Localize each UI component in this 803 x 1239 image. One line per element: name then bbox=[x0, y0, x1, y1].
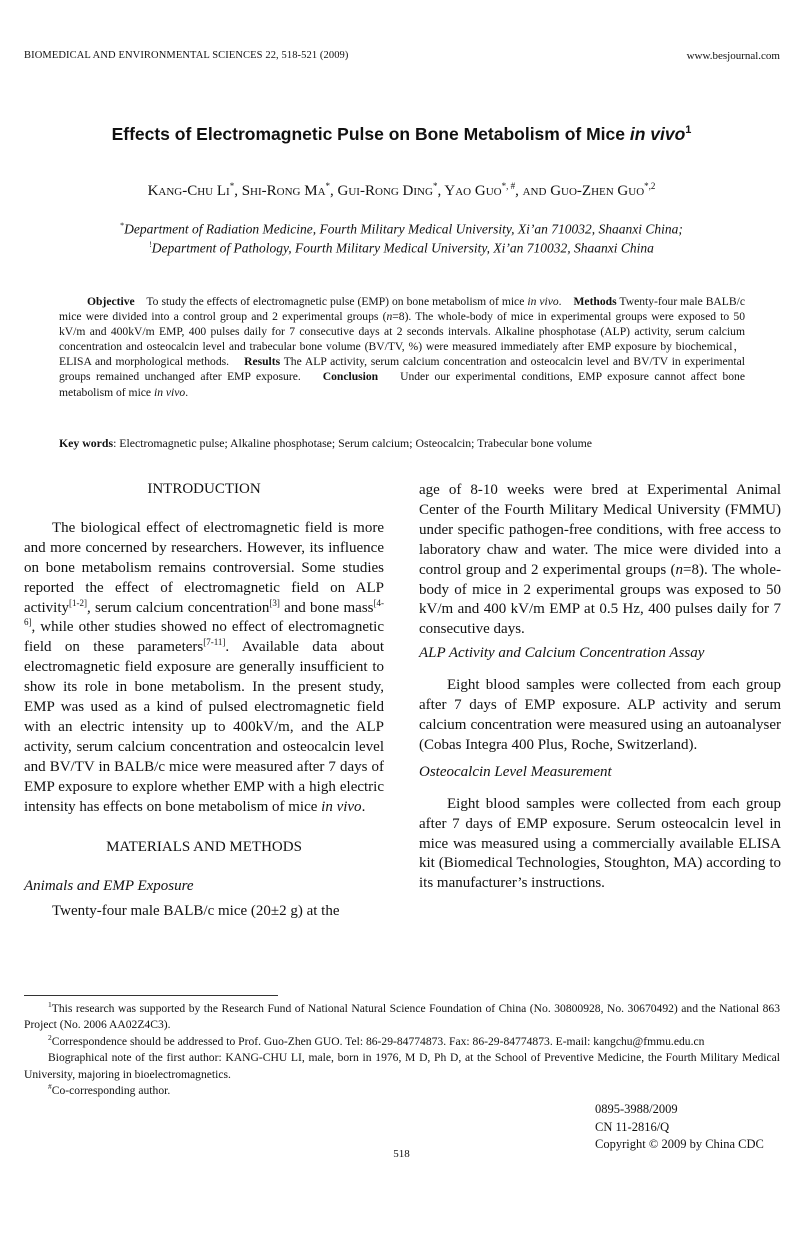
footnotes bbox=[24, 1001, 780, 1099]
intro-text-c: and bone mass bbox=[279, 599, 374, 616]
alp-subheading: ALP Activity and Calcium Concentration Assay bbox=[419, 645, 705, 662]
abstract: Objective To study the effects of electromagnetic pulse (EMP) on bone metabolism of mice in vivo. Methods Twenty-four male BALB/c mice were divided into a control group and 2 experimental groups (n=8). The whole-body of mice in experimental groups were exposed to 50 kV/m and 400kV/m EMP, 400 pulses daily for 7 consecutive days at 2 seconds intervals. Alkaline phosphotase (ALP) activity, serum calcium concentration and osteocalcin level and trabecular bone volume (BV/TV, %) were measured immediately after EMP exposure by biochemical，ELISA and morphological methods. Results The ALP activity, serum calcium concentration and osteocalcin level and BV/TV in experimental groups remained unchanged after EMP exposure. Conclusion Under our experimental conditions, EMP exposure cannot affect bone metabolism of mice in vivo. bbox=[59, 295, 745, 399]
keywords-text: : Electromagnetic pulse; Alkaline phosphotase; Serum calcium; Osteocalcin; Trabecular bone volume bbox=[113, 436, 593, 450]
author-list: Kang-Chu Li*, Shi-Rong Ma*, Gui-Rong Ding*, Yao Guo*, #, and Guo-Zhen Guo$^{*,2}$ bbox=[147, 181, 656, 199]
animals-cont-n: n bbox=[675, 561, 683, 578]
abstract-results: The ALP activity, serum calcium concentration and osteocalcin level and BV/TV in experimental groups remained unchanged after EMP exposure. bbox=[59, 355, 745, 384]
copyright: Copyright © 2009 by China CDC bbox=[595, 1137, 764, 1151]
keywords-label: Key words bbox=[59, 436, 114, 450]
abstract-conclusion-label: Conclusion bbox=[322, 370, 379, 384]
author-2-mark: * bbox=[325, 181, 331, 191]
footnote-divider bbox=[24, 995, 278, 996]
intro-end: . bbox=[361, 798, 366, 815]
introduction-paragraph bbox=[24, 519, 384, 818]
author-5-mark: *,2 bbox=[644, 181, 656, 191]
intro-text-e: . Available data about electromagnetic field exposure are generally insufficient to show its role in bone metabolism. In the present study, EMP was used as a kind of pulsed electromagnetic field with an electric intensity up to 400kV/m, and the ALP activity, serum calcium concentration and osteocalcin level and BV/TV in BALB/c mice were measured after 7 days of EMP exposure to explore whether EMP with a high electric intensity has effects on bone metabolism of mice bbox=[24, 639, 384, 815]
animals-paragraph-start: Twenty-four male BALB/c mice (20±2 g) at the bbox=[52, 903, 340, 920]
affiliation-1-text: Department of Radiation Medicine, Fourth Military Medical University, Xi’an 710032, Shaanxi China; bbox=[124, 221, 683, 237]
journal-citation: BIOMEDICAL AND ENVIRONMENTAL SCIENCES 22, 518-521 (2009) bbox=[24, 50, 349, 61]
affiliation-2-text: Department of Pathology, Fourth Military Medical University, Xi’an 710032, Shaanxi China bbox=[151, 240, 654, 256]
left-column bbox=[24, 480, 384, 922]
author-3-mark: * bbox=[432, 181, 438, 191]
page-number: 518 bbox=[393, 1148, 410, 1160]
animals-cont-b: =8). The whole-body of mice in 2 experimental groups was exposed to 50 kV/m and 400 kV/m EMP at 0.5 Hz, 400 pulses daily for 7 consecutive days. bbox=[419, 561, 781, 638]
animals-cont-a: age of 8-10 weeks were bred at Experimental Animal Center of the Fourth Military Medical University (FMMU) under specific pathogen-free conditions, with free access to laboratory chaw and water. The mice were divided into a control group and 2 experimental groups ( bbox=[419, 482, 781, 578]
author-2: Shi-Rong Ma bbox=[241, 183, 326, 199]
footnote-1-mark: 1 bbox=[48, 1000, 52, 1010]
citation-4-6[interactable]: [4-6] bbox=[24, 597, 384, 628]
osteocalcin-paragraph: Eight blood samples were collected from each group after 7 days of EMP exposure. Serum osteocalcin level in mice was measured using a commercially available ELISA kit (Biomedical Technologies, Stoughton, MA) according to its manufacturer’s instructions. bbox=[419, 795, 781, 892]
journal-website[interactable]: www.besjournal.com bbox=[686, 50, 780, 62]
abstract-objective: To study the effects of electromagnetic pulse (EMP) on bone metabolism of mice bbox=[146, 295, 528, 308]
author-5: Guo-Zhen Guo bbox=[550, 183, 645, 199]
title-italic: in vivo bbox=[629, 124, 686, 144]
abstract-conclusion: Under our experimental conditions, EMP exposure cannot affect bone metabolism of mice bbox=[59, 370, 745, 399]
footnote-4 bbox=[24, 1083, 780, 1099]
citation-7-11[interactable]: [7-11] bbox=[203, 637, 226, 648]
cn-number: CN 11-2816/Q bbox=[595, 1119, 670, 1134]
alp-paragraph: Eight blood samples were collected from each group after 7 days of EMP exposure. ALP activity and serum calcium concentration were measured using an autoanalyser (Cobas Integra 400 Plus, Roche, Switzerland). bbox=[419, 677, 781, 753]
publication-info bbox=[595, 1101, 764, 1154]
animals-paragraph-continued bbox=[419, 481, 781, 640]
right-column bbox=[419, 481, 781, 894]
issn: 0895-3988/2009 bbox=[595, 1102, 678, 1116]
author-4-mark: *, # bbox=[501, 181, 516, 191]
intro-text-d: , while other studies showed no effect of electromagnetic field on these parameters bbox=[24, 619, 384, 656]
footnote-2-text: Correspondence should be addressed to Prof. Guo-Zhen GUO. Tel: 86-29-84774873. Fax: 86-29-84774873. E-mail: kangchu@fmmu.edu.cn bbox=[51, 1034, 705, 1048]
osteocalcin-subheading: Osteocalcin Level Measurement bbox=[419, 763, 612, 780]
author-1: Kang-Chu Li bbox=[147, 183, 230, 199]
affiliation-2-mark: ! bbox=[149, 240, 152, 249]
footnote-3: Biographical note of the first author: KANG-CHU LI, male, born in 1976, M D, Ph D, at the School of Preventive Medicine, the Fourth Military Medical University, majoring in bioelectromagnetics. bbox=[24, 1051, 780, 1081]
citation-3[interactable]: [3] bbox=[269, 597, 280, 608]
footnote-1-text: This research was supported by the Research Fund of National Natural Science Foundation of China (No. 30800928, No. 30670492) and the National 863 Project (No. 2006 AA02Z4C3). bbox=[24, 1002, 780, 1032]
paper-title bbox=[0, 124, 803, 145]
author-1-mark: * bbox=[229, 181, 235, 191]
methods-heading: MATERIALS AND METHODS bbox=[106, 838, 302, 855]
citation-1-2[interactable]: [1-2] bbox=[69, 597, 87, 608]
abstract-methods-1: Twenty-four male BALB/c mice were divided into a control group and 2 experimental groups ( bbox=[59, 295, 745, 324]
author-3: Gui-Rong Ding bbox=[337, 183, 433, 199]
footnote-4-mark: # bbox=[48, 1082, 52, 1092]
intro-italic: in vivo bbox=[321, 798, 362, 815]
abstract-objective-italic: in vivo bbox=[527, 295, 559, 308]
abstract-methods-2: =8). The whole-body of mice in experimental groups were exposed to 50 kV/m and 400kV/m EMP, 400 pulses daily for 7 consecutive days at 2 seconds intervals. Alkaline phosphotase (ALP) activity, serum calcium concentration and osteocalcin level and trabecular bone volume (BV/TV, %) were measured immediately after EMP exposure by biochemical，ELISA and morphological methods. bbox=[59, 310, 745, 369]
footnote-2-mark: 2 bbox=[48, 1032, 52, 1042]
footnote-2 bbox=[24, 1034, 780, 1050]
affiliation-2 bbox=[0, 240, 803, 257]
author-conjunction: , and bbox=[515, 183, 551, 199]
abstract-objective-label: Objective bbox=[87, 295, 135, 308]
introduction-heading: INTRODUCTION bbox=[147, 481, 261, 497]
author-4: Yao Guo bbox=[444, 183, 502, 199]
title-footnote-mark: 1 bbox=[685, 124, 692, 137]
intro-text-b: , serum calcium concentration bbox=[87, 599, 270, 616]
abstract-conclusion-italic: in vivo bbox=[153, 385, 186, 399]
affiliation-1 bbox=[0, 221, 803, 238]
footnote-1 bbox=[24, 1001, 780, 1034]
abstract-methods-n: n bbox=[386, 310, 393, 324]
title-main: Effects of Electromagnetic Pulse on Bone Metabolism of Mice bbox=[111, 124, 630, 144]
intro-text-a: The biological effect of electromagnetic field is more and more concerned by researchers. However, its influence on bone metabolism remains controversial. Some studies reported the effect of electromagnetic field on ALP activity bbox=[24, 519, 384, 616]
footnote-4-text: Co-corresponding author. bbox=[51, 1084, 171, 1098]
abstract-results-label: Results bbox=[244, 355, 281, 369]
affiliation-1-mark: * bbox=[120, 221, 125, 230]
animals-subheading: Animals and EMP Exposure bbox=[24, 878, 194, 895]
abstract-methods-label: Methods bbox=[573, 295, 617, 308]
keywords bbox=[59, 436, 759, 451]
